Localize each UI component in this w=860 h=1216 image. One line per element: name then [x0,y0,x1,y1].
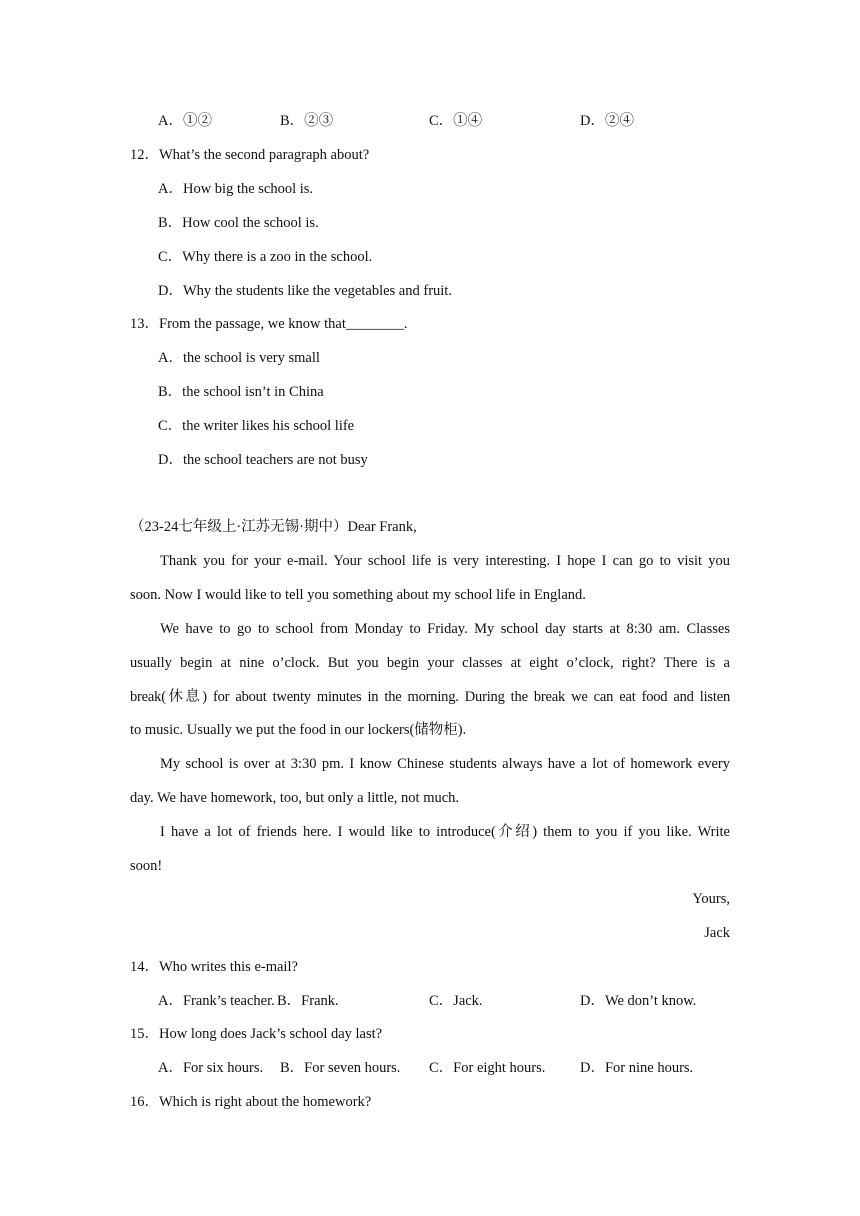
q11-option-d: D．②④ [580,113,634,129]
q13-option-b: B．the school isn’t in China [158,384,324,400]
passage-line: We have to go to school from Monday to Friday. My school day starts at 8:30 am. Classes [160,621,730,637]
q11-option-b: B．②③ [280,113,334,129]
q12-option-d: D．Why the students like the vegetables and fruit. [158,283,452,299]
q16-stem: 16．Which is right about the homework? [130,1094,372,1110]
q12-option-b: B．How cool the school is. [158,215,319,231]
passage-line: break(休息) for about twenty minutes in the morning. During the break we can eat food and listen [130,689,730,705]
passage-line: soon. Now I would like to tell you something about my school life in England. [130,587,586,603]
q15-stem: 15．How long does Jack’s school day last? [130,1026,383,1042]
passage-line: to music. Usually we put the food in our lockers(储物柜). [130,722,467,738]
q13-stem: 13．From the passage, we know that________. [130,316,408,332]
q12-stem: 12．What’s the second paragraph about? [130,147,370,163]
passage-line: Thank you for your e-mail. Your school life is very interesting. I hope I can go to visit you [160,553,730,569]
q13-option-d: D．the school teachers are not busy [158,452,368,468]
q15-option-a: A．For six hours. [158,1060,264,1076]
q15-option-c: C．For eight hours. [429,1060,546,1076]
q15-option-d: D．For nine hours. [580,1060,694,1076]
q12-option-a: A．How big the school is. [158,181,314,197]
q14-stem: 14．Who writes this e-mail? [130,959,298,975]
passage-line: I have a lot of friends here. I would like to introduce(介绍) them to you if you like. Write [160,824,730,840]
passage-line: usually begin at nine o’clock. But you begin your classes at eight o’clock, right? There is a [130,655,730,671]
q11-option-c: C．①④ [429,113,483,129]
q13-option-c: C．the writer likes his school life [158,418,355,434]
passage-source-and-greeting: （23-24七年级上·江苏无锡·期中）Dear Frank, [130,519,417,535]
q12-option-c: C．Why there is a zoo in the school. [158,249,373,265]
q14-option-b: B．Frank. [277,993,339,1009]
q14-option-d: D．We don’t know. [580,993,697,1009]
q14-option-c: C．Jack. [429,993,483,1009]
passage-line: My school is over at 3:30 pm. I know Chinese students always have a lot of homework every [160,756,730,772]
q13-option-a: A．the school is very small [158,350,320,366]
q15-option-b: B．For seven hours. [280,1060,401,1076]
q11-option-a: A．①② [158,113,212,129]
letter-closing: Yours, [692,891,730,907]
letter-signature: Jack [704,925,730,941]
passage-line: day. We have homework, too, but only a little, not much. [130,790,460,806]
q14-option-a: A．Frank’s teacher. [158,993,275,1009]
passage-line: soon! [130,858,163,874]
